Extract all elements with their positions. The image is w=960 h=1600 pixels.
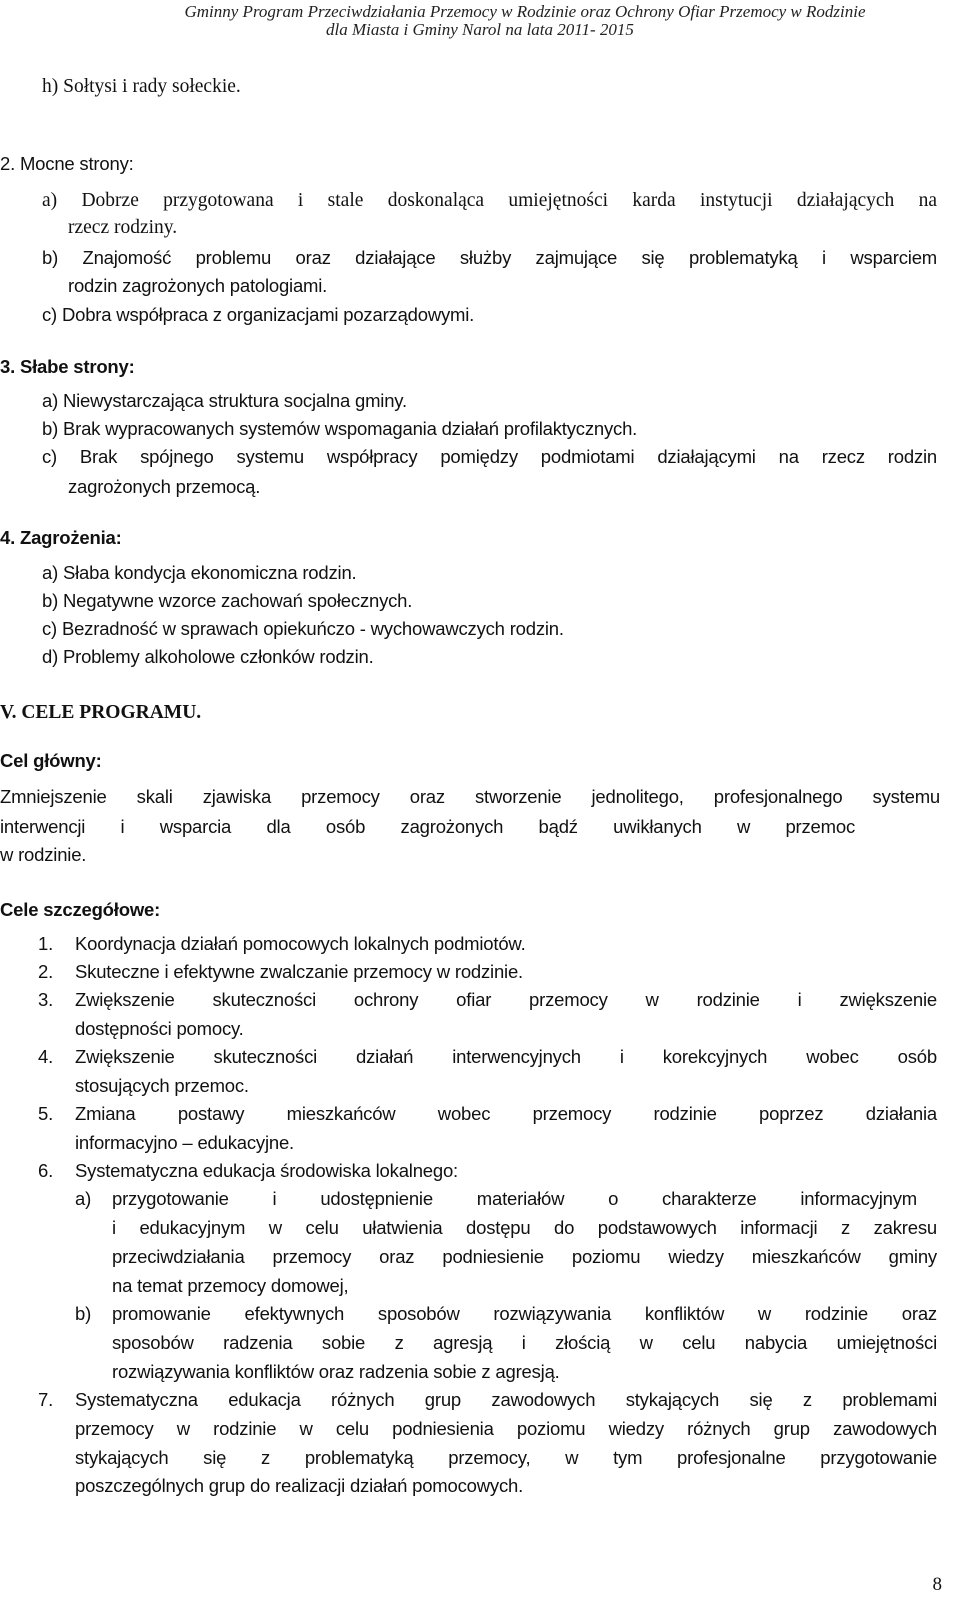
goal-6b-label: b) xyxy=(75,1303,92,1324)
goal-5-number: 5. xyxy=(38,1103,54,1124)
goal-6a-line2: i edukacyjnym w celu ułatwienia dostępu do podstawowych informacji z zakresu xyxy=(112,1217,937,1238)
goal-7-number: 7. xyxy=(38,1389,54,1410)
goal-2-text: Skuteczne i efektywne zwalczanie przemocy w rodzinie. xyxy=(75,961,523,982)
sec4-item-d: d) Problemy alkoholowe członków rodzin. xyxy=(42,646,374,667)
main-goal-line2: interwencji i wsparcia dla osób zagrożonych bądź uwikłanych w przemoc xyxy=(0,816,855,837)
sec3-item-c-line2: zagrożonych przemocą. xyxy=(68,476,261,497)
sec3-item-b: b) Brak wypracowanych systemów wspomagania działań profilaktycznych. xyxy=(42,418,638,439)
goal-5-line2: informacyjno – edukacyjne. xyxy=(75,1132,294,1153)
sec2-item-b-line2: rodzin zagrożonych patologiami. xyxy=(68,275,328,296)
detailed-goals-heading-text: Cele szczegółowe: xyxy=(0,899,161,920)
sec3-item-c-line1: c) Brak spójnego systemu współpracy pomiędzy podmiotami działającymi na rzecz rodzin xyxy=(42,446,937,467)
goal-6a-label: a) xyxy=(75,1188,92,1209)
goal-6b-line1: promowanie efektywnych sposobów rozwiązywania konfliktów w rodzinie oraz xyxy=(112,1303,937,1324)
running-header-subtitle: dla Miasta i Gminy Narol na lata 2011- 2015 xyxy=(326,20,634,39)
goal-6a-line3: przeciwdziałania przemocy oraz podniesienie poziomu wiedzy mieszkańców gminy xyxy=(112,1246,937,1267)
goal-6b-line3: rozwiązywania konfliktów oraz radzenia sobie z agresją. xyxy=(112,1361,560,1382)
goal-7-line3: stykających się z problematyką przemocy, w tym profesjonalne przygotowanie xyxy=(75,1447,937,1468)
goal-1-number: 1. xyxy=(38,933,54,954)
main-goal-line3: w rodzinie. xyxy=(0,844,87,865)
goal-3-line1: Zwiększenie skuteczności ochrony ofiar przemocy w rodzinie i zwiększenie xyxy=(75,989,937,1010)
goal-7-line4: poszczególnych grup do realizacji działań pomocowych. xyxy=(75,1475,524,1496)
list-item-h: h) Sołtysi i rady sołeckie. xyxy=(42,76,241,97)
goal-3-number: 3. xyxy=(38,989,54,1010)
goal-6-number: 6. xyxy=(38,1160,54,1181)
main-goal-line1: Zmniejszenie skali zjawiska przemocy oraz stworzenie jednolitego, profesjonalnego systemu xyxy=(0,786,940,807)
section-2-heading: 2. Mocne strony: xyxy=(0,153,134,174)
sec2-item-b-line1: b) Znajomość problemu oraz działające służby zajmujące się problematyką i wsparciem xyxy=(42,247,937,268)
section-3-heading-text: 3. Słabe strony: xyxy=(0,356,135,377)
sec4-item-b: b) Negatywne wzorce zachowań społecznych. xyxy=(42,590,413,611)
sec4-item-c: c) Bezradność w sprawach opiekuńczo - wychowawczych rodzin. xyxy=(42,618,564,639)
sec2-item-a-line1: a) Dobrze przygotowana i stale doskonaląca umiejętności karda instytucji działających na xyxy=(42,190,937,211)
goal-6b-line2: sposobów radzenia sobie z agresją i złością w celu nabycia umiejętności xyxy=(112,1332,937,1353)
section-4-heading-text: 4. Zagrożenia: xyxy=(0,527,122,548)
goal-1-text: Koordynacja działań pomocowych lokalnych podmiotów. xyxy=(75,933,526,954)
section-4-heading xyxy=(0,529,122,548)
running-header-title: Gminny Program Przeciwdziałania Przemocy w Rodzinie oraz Ochrony Ofiar Przemocy w Rodzinie xyxy=(184,2,866,21)
goal-6a-line1: przygotowanie i udostępnienie materiałów o charakterze informacyjnym xyxy=(112,1188,917,1209)
main-goal-heading xyxy=(0,752,102,771)
goal-3-line2: dostępności pomocy. xyxy=(75,1018,244,1039)
sec2-item-a-line2: rzecz rodziny. xyxy=(68,217,178,238)
goal-7-line1: Systematyczna edukacja różnych grup zawodowych stykających się z problemami xyxy=(75,1389,937,1410)
goal-4-line2: stosujących przemoc. xyxy=(75,1075,249,1096)
sec3-item-a: a) Niewystarczająca struktura socjalna gminy. xyxy=(42,390,407,411)
section-3-heading xyxy=(0,358,135,377)
detailed-goals-heading xyxy=(0,901,160,920)
main-goal-heading-text: Cel główny: xyxy=(0,750,102,771)
page-number: 8 xyxy=(932,1574,942,1595)
goal-4-number: 4. xyxy=(38,1046,54,1067)
sec2-item-c: c) Dobra współpraca z organizacjami pozarządowymi. xyxy=(42,304,475,325)
goal-7-line2: przemocy w rodzinie w celu podniesienia poziomu wiedzy różnych grup zawodowych xyxy=(75,1418,937,1439)
goal-6-text: Systematyczna edukacja środowiska lokalnego: xyxy=(75,1160,458,1181)
section-5-heading: V. CELE PROGRAMU. xyxy=(0,702,202,723)
goal-6a-line4: na temat przemocy domowej, xyxy=(112,1275,349,1296)
sec4-item-a: a) Słaba kondycja ekonomiczna rodzin. xyxy=(42,562,357,583)
goal-4-line1: Zwiększenie skuteczności działań interwencyjnych i korekcyjnych wobec osób xyxy=(75,1046,937,1067)
goal-5-line1: Zmiana postawy mieszkańców wobec przemocy rodzinie poprzez działania xyxy=(75,1103,937,1124)
goal-2-number: 2. xyxy=(38,961,54,982)
